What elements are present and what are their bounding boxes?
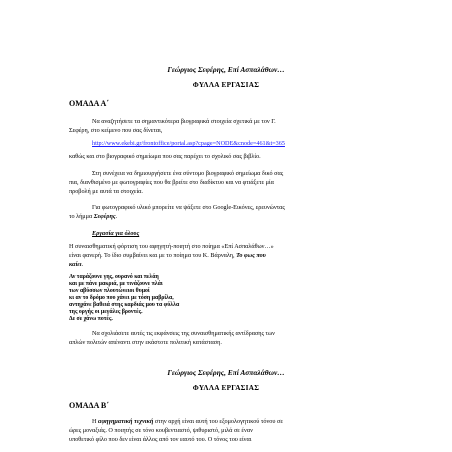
poem-line: Αν ταράζουνε γης, ουρανό και πελάη	[69, 274, 159, 280]
poem-line: και με πάνε μακριά, με τινάζουνε πλάι	[69, 281, 163, 287]
emphasis-text: Το φως που	[236, 252, 266, 259]
paragraph-line: ώρες μοναξιάς. Ο ποιητής σε τόνο κουβεντιαστό, ψιθυριστό, μιλά σε έναν	[69, 427, 253, 434]
paragraph-line	[69, 261, 83, 268]
poem-line: αντηχάνε βαθειά στης καρδιάς μου τα φύλλα	[69, 302, 180, 308]
emphasis-text: Σεφέρης	[93, 213, 116, 220]
text-run: Η	[92, 418, 99, 425]
paragraph-line: καθώς και στο βιογραφικό σημείωμα που σας παρέχει το σχολικό σας βιβλίο.	[69, 153, 261, 160]
paragraph-line: απλών πολιτών απέναντι στην εκάστοτε πολιτική κατάσταση.	[69, 339, 222, 346]
document-subtitle: ΦΥΛΛΑ ΕΡΓΑΣΙΑΣ	[192, 384, 260, 392]
poem-line: Δε σε χάνω ποτές.	[69, 316, 113, 322]
text-run: .	[81, 261, 84, 268]
group-heading: ΟΜΑΔΑ Β΄	[69, 401, 109, 410]
task-heading: Εργασία για όλους	[92, 230, 140, 237]
document-subtitle: ΦΥΛΛΑ ΕΡΓΑΣΙΑΣ	[192, 81, 260, 89]
emphasis-text: καίει	[69, 261, 82, 268]
paragraph-line	[92, 418, 283, 425]
paragraph-line: Σεφέρη, στο κείμενο που σας δίνεται,	[69, 127, 163, 134]
paragraph-line: υποθετικό φίλο που δεν είναι άλλος από τον εαυτό του. Ο τόνος του είναι	[69, 436, 252, 443]
text-run: στην αρχή είναι αυτή του εξομολογητικού τόνου σε	[153, 418, 283, 425]
paragraph-line	[69, 213, 117, 220]
paragraph-line: πια, διανθισμένο με φωτογραφίες που θα βρείτε στο διαδίκτυο και να φτιάξετε μία	[69, 179, 274, 186]
paragraph-line: Η συναισθηματική φόρτιση του αφηγητή-ποιητή στο ποίημα «Επί Ασπαλάθων…»	[69, 243, 274, 250]
text-run: το λήμμα	[69, 213, 94, 220]
group-heading: ΟΜΑΔΑ Α΄	[69, 99, 109, 108]
paragraph-line: Να σχολιάσετε αυτές τις εκφάνσεις της συναισθηματικής αντίδρασης των	[92, 330, 275, 337]
paragraph-line: Στη συνέχεια να δημιουργήσετε ένα σύντομο βιογραφικό σημείωμα δικό σας	[92, 170, 284, 177]
paragraph-line: προβολή με αυτά τα στοιχεία.	[69, 188, 143, 195]
text-run: .	[115, 213, 118, 220]
text-run: είναι φανερή. Το ίδιο συμβαίνει και με το ποίημα του Κ. Βάρναλη,	[69, 252, 237, 259]
poem-line: της οργής οι μεγάλες βροντές.	[69, 309, 143, 315]
document-title: Γεώργιος Σεφέρης, Επί Ασπαλάθων…	[167, 368, 285, 377]
emphasis-text: αφηγηματική τεχνική	[98, 418, 154, 425]
document-title: Γεώργιος Σεφέρης, Επί Ασπαλάθων…	[167, 65, 285, 74]
paragraph-line: Για φωτογραφικό υλικό μπορείτε να ψάξετε στο Google-Εικόνες, ερευνώντας	[92, 204, 285, 211]
paragraph-line: Να αναζητήσετε τα σημαντικότερα βιογραφικά στοιχεία σχετικά με τον Γ.	[92, 118, 276, 125]
paragraph-line	[69, 252, 266, 259]
biography-link[interactable]: http://www.ekebi.gr/frontoffice/portal.asp?cpage=NODE&cnode=461&t=365	[92, 140, 285, 147]
poem-line: των αβύσσων πλουτώνειοι θυμοί	[69, 288, 150, 294]
poem-line: κι αν το δρόμο που χάνει με τόση μαβρίλα,	[69, 295, 174, 301]
